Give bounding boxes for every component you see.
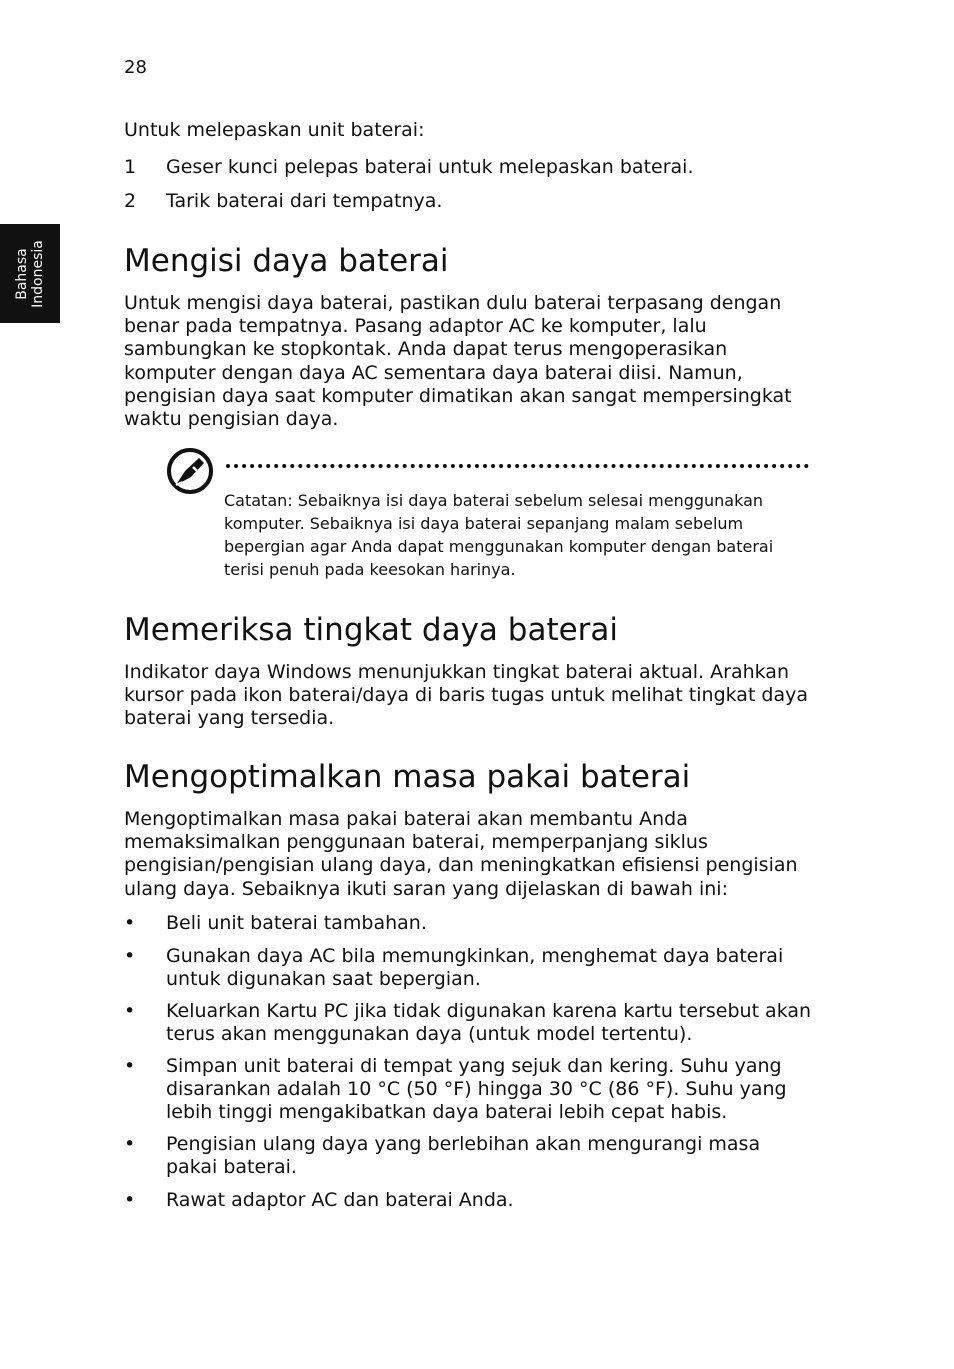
step-number: 2 (124, 190, 137, 212)
bullet-item: Rawat adaptor AC dan baterai Anda. (166, 1189, 514, 1211)
bullet-symbol: • (124, 945, 136, 967)
bullet-item: Pengisian ulang daya yang berlebihan akan mengurangi masa pakai baterai. (166, 1133, 761, 1178)
bullet-symbol: • (124, 1055, 136, 1077)
section-body: Mengoptimalkan masa pakai baterai akan membantu Anda memaksimalkan penggunaan baterai, memperpanjang siklus pengisian/pengisian ulang daya, dan meningkatkan efisiensi pengisian ulang daya. Sebaiknya ikuti saran yang dijelaskan di bawah ini: (124, 808, 798, 900)
bullet-symbol: • (124, 912, 136, 934)
side-tab-label: Bahasa Indonesia (14, 239, 46, 308)
language-side-tab (0, 224, 60, 323)
intro-lead: Untuk melepaskan unit baterai: (124, 119, 425, 141)
bullet-item: Gunakan daya AC bila memungkinkan, menghemat daya baterai untuk digunakan saat bepergian. (166, 945, 784, 990)
note-divider (226, 464, 809, 468)
bullet-item: Simpan unit baterai di tempat yang sejuk dan kering. Suhu yang disarankan adalah 10 °C (50 °F) hingga 30 °C (86 °F). Suhu yang lebih tinggi mengakibatkan daya baterai lebih cepat habis. (166, 1055, 787, 1123)
bullet-item: Keluarkan Kartu PC jika tidak digunakan karena kartu tersebut akan terus akan menggunakan daya (untuk model tertentu). (166, 1000, 812, 1045)
note-label: Catatan (224, 491, 288, 510)
bullet-item: Beli unit baterai tambahan. (166, 912, 427, 934)
bullet-symbol: • (124, 1133, 136, 1155)
page-number: 28 (124, 57, 147, 78)
section-body: Indikator daya Windows menunjukkan tingkat baterai aktual. Arahkan kursor pada ikon baterai/daya di baris tugas untuk melihat tingkat daya baterai yang tersedia. (124, 661, 809, 730)
bullet-symbol: • (124, 1189, 136, 1211)
note-pen-icon (166, 447, 214, 495)
step-text: Geser kunci pelepas baterai untuk melepaskan baterai. (166, 156, 694, 178)
note-text (224, 489, 814, 581)
section-heading: Mengisi daya baterai (124, 243, 449, 279)
step-number: 1 (124, 156, 137, 178)
section-heading: Memeriksa tingkat daya baterai (124, 612, 619, 648)
section-heading: Mengoptimalkan masa pakai baterai (124, 759, 691, 795)
note-body: : Sebaiknya isi daya baterai sebelum selesai menggunakan komputer. Sebaiknya isi daya baterai sepanjang malam sebelum bepergian agar Anda dapat menggunakan komputer dengan baterai terisi penuh pada keesokan harinya. (224, 491, 774, 579)
section-body: Untuk mengisi daya baterai, pastikan dulu baterai terpasang dengan benar pada tempatnya. Pasang adaptor AC ke komputer, lalu sambungkan ke stopkontak. Anda dapat terus mengoperasikan komputer dengan daya AC sementara daya baterai diisi. Namun, pengisian daya saat komputer dimatikan akan sangat mempersingkat waktu pengisian daya. (124, 292, 792, 431)
bullet-symbol: • (124, 1000, 136, 1022)
step-text: Tarik baterai dari tempatnya. (166, 190, 443, 212)
